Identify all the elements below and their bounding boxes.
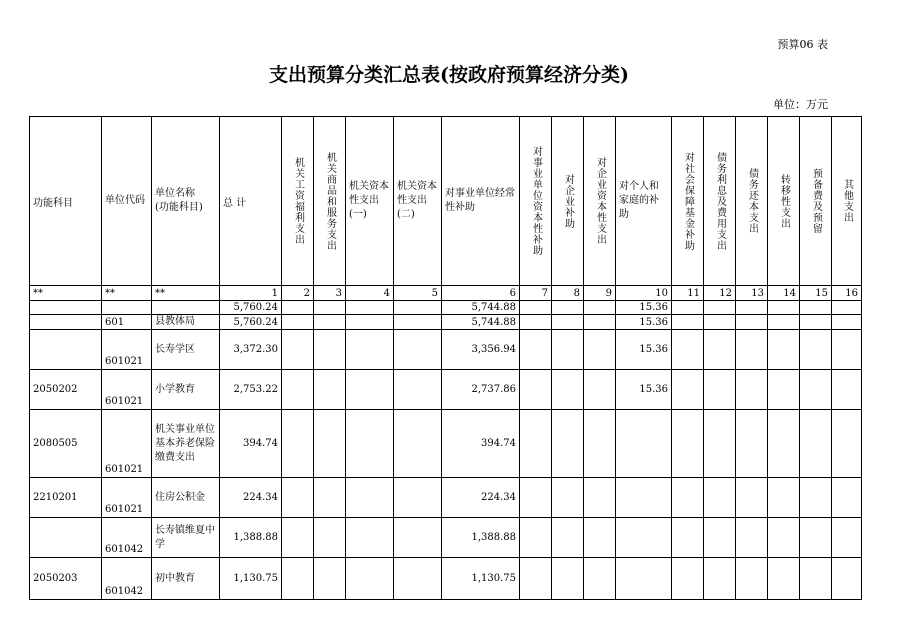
- cell-c4: [346, 410, 394, 478]
- cell-c3: [314, 315, 346, 330]
- index-cell: 1: [220, 286, 282, 301]
- cell-total: 1,130.75: [220, 558, 282, 600]
- cell-c8: [552, 478, 584, 518]
- cell-c8: [552, 410, 584, 478]
- cell-c16: [832, 410, 862, 478]
- cell-c6: 5,744.88: [442, 315, 520, 330]
- cell-c2: [282, 370, 314, 410]
- cell-c9: [584, 410, 616, 478]
- cell-c15: [800, 315, 832, 330]
- cell-total: 224.34: [220, 478, 282, 518]
- header-c12: 债务利息及费用支出: [704, 117, 736, 286]
- cell-c13: [736, 478, 768, 518]
- cell-name: [152, 301, 220, 315]
- cell-c13: [736, 301, 768, 315]
- index-row: [30, 286, 862, 301]
- index-cell: 13: [736, 286, 768, 301]
- index-cell: 5: [394, 286, 442, 301]
- index-cell: 10: [616, 286, 672, 301]
- cell-c14: [768, 410, 800, 478]
- cell-c9: [584, 330, 616, 370]
- cell-c7: [520, 558, 552, 600]
- cell-c5: [394, 315, 442, 330]
- cell-c15: [800, 330, 832, 370]
- cell-c7: [520, 478, 552, 518]
- cell-c10: 15.36: [616, 301, 672, 315]
- table-row: [30, 370, 862, 410]
- cell-c16: [832, 315, 862, 330]
- form-number: 预算06 表: [777, 38, 828, 51]
- cell-c11: [672, 518, 704, 558]
- cell-c8: [552, 370, 584, 410]
- cell-c14: [768, 518, 800, 558]
- cell-total: 1,388.88: [220, 518, 282, 558]
- header-func: 功能科目: [30, 117, 102, 286]
- cell-c10: [616, 410, 672, 478]
- cell-c6: 3,356.94: [442, 330, 520, 370]
- cell-name: 小学教育: [152, 370, 220, 410]
- cell-c5: [394, 330, 442, 370]
- cell-c13: [736, 330, 768, 370]
- cell-func: [30, 330, 102, 370]
- table-row: [30, 315, 862, 330]
- cell-func: 2080505: [30, 410, 102, 478]
- cell-c4: [346, 370, 394, 410]
- cell-c12: [704, 410, 736, 478]
- header-c3: 机关商品和服务支出: [314, 117, 346, 286]
- index-cell: **: [152, 286, 220, 301]
- cell-c10: [616, 558, 672, 600]
- cell-c15: [800, 370, 832, 410]
- cell-c15: [800, 478, 832, 518]
- unit-label: 单位：万元: [773, 98, 828, 111]
- cell-func: 2050202: [30, 370, 102, 410]
- cell-c6: 1,130.75: [442, 558, 520, 600]
- cell-c13: [736, 518, 768, 558]
- header-total: 总 计: [220, 117, 282, 286]
- cell-c3: [314, 301, 346, 315]
- cell-c5: [394, 410, 442, 478]
- cell-name: 初中教育: [152, 558, 220, 600]
- index-cell: 12: [704, 286, 736, 301]
- header-c6: 对事业单位经常性补助: [442, 117, 520, 286]
- cell-c16: [832, 478, 862, 518]
- cell-c12: [704, 330, 736, 370]
- cell-c7: [520, 518, 552, 558]
- cell-c6: 2,737.86: [442, 370, 520, 410]
- cell-c4: [346, 301, 394, 315]
- cell-code: 601021: [102, 370, 152, 410]
- cell-name: 县教体局: [152, 315, 220, 330]
- cell-c14: [768, 330, 800, 370]
- cell-c6: 394.74: [442, 410, 520, 478]
- index-cell: 9: [584, 286, 616, 301]
- cell-c9: [584, 370, 616, 410]
- cell-c2: [282, 301, 314, 315]
- index-cell: 8: [552, 286, 584, 301]
- cell-c15: [800, 301, 832, 315]
- cell-c3: [314, 518, 346, 558]
- cell-c9: [584, 315, 616, 330]
- cell-c13: [736, 410, 768, 478]
- index-cell: 14: [768, 286, 800, 301]
- cell-c5: [394, 370, 442, 410]
- cell-c3: [314, 558, 346, 600]
- header-c16: 其他支出: [832, 117, 862, 286]
- index-cell: 7: [520, 286, 552, 301]
- header-c5: 机关资本性支出(二): [394, 117, 442, 286]
- cell-c4: [346, 558, 394, 600]
- index-cell: 4: [346, 286, 394, 301]
- cell-c8: [552, 315, 584, 330]
- cell-code: 601: [102, 315, 152, 330]
- cell-total: 394.74: [220, 410, 282, 478]
- cell-c6: 5,744.88: [442, 301, 520, 315]
- cell-name: 机关事业单位基本养老保险缴费支出: [152, 410, 220, 478]
- cell-c7: [520, 315, 552, 330]
- cell-c8: [552, 301, 584, 315]
- cell-c13: [736, 315, 768, 330]
- header-c9: 对企业资本性支出: [584, 117, 616, 286]
- cell-c16: [832, 330, 862, 370]
- cell-func: [30, 315, 102, 330]
- index-cell: **: [102, 286, 152, 301]
- index-cell: 6: [442, 286, 520, 301]
- header-name: 单位名称 (功能科目): [152, 117, 220, 286]
- cell-c11: [672, 370, 704, 410]
- header-c8: 对企业补助: [552, 117, 584, 286]
- header-c7: 对事业单位资本性补助: [520, 117, 552, 286]
- cell-c11: [672, 410, 704, 478]
- cell-c3: [314, 370, 346, 410]
- cell-c3: [314, 410, 346, 478]
- cell-c2: [282, 478, 314, 518]
- header-c15: 预备费及预留: [800, 117, 832, 286]
- cell-c6: 1,388.88: [442, 518, 520, 558]
- header-c14: 转移性支出: [768, 117, 800, 286]
- cell-c4: [346, 315, 394, 330]
- cell-c13: [736, 370, 768, 410]
- cell-c12: [704, 370, 736, 410]
- cell-c7: [520, 301, 552, 315]
- cell-c2: [282, 315, 314, 330]
- cell-name: 长寿镇维夏中学: [152, 518, 220, 558]
- cell-total: 2,753.22: [220, 370, 282, 410]
- cell-c16: [832, 301, 862, 315]
- cell-c13: [736, 558, 768, 600]
- cell-c2: [282, 518, 314, 558]
- cell-c4: [346, 330, 394, 370]
- cell-c12: [704, 315, 736, 330]
- cell-c8: [552, 518, 584, 558]
- index-cell: **: [30, 286, 102, 301]
- index-cell: 11: [672, 286, 704, 301]
- cell-code: 601042: [102, 518, 152, 558]
- cell-c5: [394, 301, 442, 315]
- table-row: [30, 301, 862, 315]
- header-c13: 债务还本支出: [736, 117, 768, 286]
- cell-c9: [584, 301, 616, 315]
- cell-c16: [832, 518, 862, 558]
- cell-c14: [768, 370, 800, 410]
- cell-code: 601021: [102, 410, 152, 478]
- cell-c2: [282, 330, 314, 370]
- cell-c16: [832, 370, 862, 410]
- header-c4: 机关资本性支出(一): [346, 117, 394, 286]
- cell-c7: [520, 330, 552, 370]
- cell-c10: [616, 518, 672, 558]
- cell-code: 601042: [102, 558, 152, 600]
- budget-table: [29, 116, 862, 600]
- cell-total: 5,760.24: [220, 315, 282, 330]
- cell-c2: [282, 410, 314, 478]
- cell-c2: [282, 558, 314, 600]
- cell-total: 5,760.24: [220, 301, 282, 315]
- cell-c15: [800, 518, 832, 558]
- header-row: [30, 117, 862, 286]
- cell-c9: [584, 558, 616, 600]
- cell-c11: [672, 478, 704, 518]
- cell-c11: [672, 301, 704, 315]
- cell-code: 601021: [102, 478, 152, 518]
- index-cell: 16: [832, 286, 862, 301]
- cell-c9: [584, 478, 616, 518]
- cell-c3: [314, 478, 346, 518]
- cell-c8: [552, 330, 584, 370]
- cell-c4: [346, 478, 394, 518]
- cell-c14: [768, 315, 800, 330]
- index-cell: 3: [314, 286, 346, 301]
- table-row: [30, 478, 862, 518]
- cell-c14: [768, 301, 800, 315]
- cell-name: 住房公积金: [152, 478, 220, 518]
- cell-c4: [346, 518, 394, 558]
- cell-code: [102, 301, 152, 315]
- table-row: [30, 558, 862, 600]
- cell-c7: [520, 410, 552, 478]
- cell-c12: [704, 478, 736, 518]
- cell-c15: [800, 558, 832, 600]
- cell-c14: [768, 558, 800, 600]
- table-row: [30, 410, 862, 478]
- cell-c12: [704, 558, 736, 600]
- cell-c12: [704, 518, 736, 558]
- cell-c11: [672, 558, 704, 600]
- header-code: 单位代码: [102, 117, 152, 286]
- cell-c8: [552, 558, 584, 600]
- cell-c10: 15.36: [616, 330, 672, 370]
- cell-c5: [394, 478, 442, 518]
- cell-c5: [394, 518, 442, 558]
- header-c2: 机关工资福利支出: [282, 117, 314, 286]
- cell-c11: [672, 330, 704, 370]
- cell-c11: [672, 315, 704, 330]
- header-c11: 对社会保障基金补助: [672, 117, 704, 286]
- cell-c16: [832, 558, 862, 600]
- index-cell: 15: [800, 286, 832, 301]
- cell-c10: 15.36: [616, 315, 672, 330]
- cell-name: 长寿学区: [152, 330, 220, 370]
- cell-c7: [520, 370, 552, 410]
- table-row: [30, 518, 862, 558]
- cell-c14: [768, 478, 800, 518]
- table-row: [30, 330, 862, 370]
- header-c10: 对个人和家庭的补助: [616, 117, 672, 286]
- cell-c3: [314, 330, 346, 370]
- cell-c10: [616, 478, 672, 518]
- cell-func: [30, 518, 102, 558]
- cell-func: 2210201: [30, 478, 102, 518]
- page-title: 支出预算分类汇总表(按政府预算经济分类): [269, 64, 629, 86]
- cell-c9: [584, 518, 616, 558]
- cell-func: 2050203: [30, 558, 102, 600]
- cell-func: [30, 301, 102, 315]
- cell-c5: [394, 558, 442, 600]
- cell-c6: 224.34: [442, 478, 520, 518]
- data-rows: [30, 301, 862, 600]
- cell-c10: 15.36: [616, 370, 672, 410]
- cell-c15: [800, 410, 832, 478]
- cell-c12: [704, 301, 736, 315]
- index-cell: 2: [282, 286, 314, 301]
- cell-total: 3,372.30: [220, 330, 282, 370]
- cell-code: 601021: [102, 330, 152, 370]
